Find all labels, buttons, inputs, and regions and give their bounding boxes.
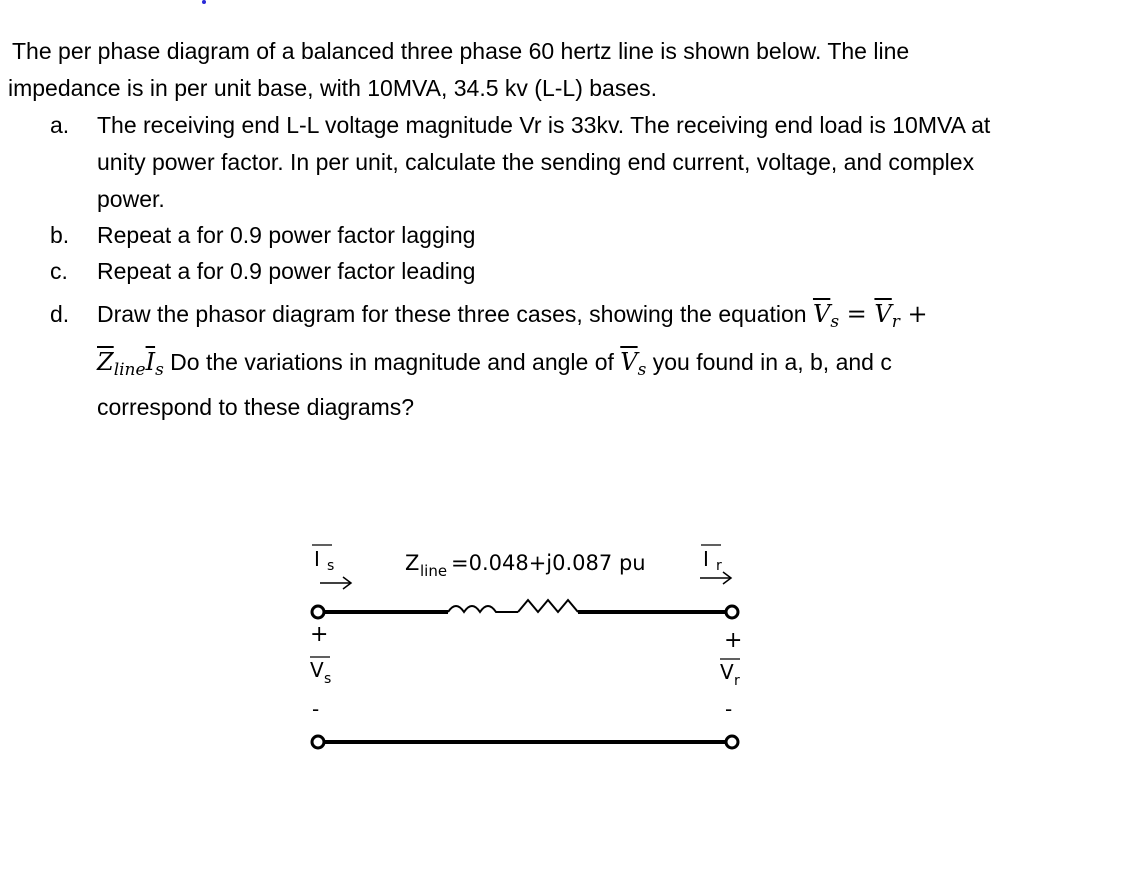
- svg-text:line: line: [420, 562, 448, 580]
- receiving-current-label: [701, 545, 722, 574]
- line-impedance-label: [405, 551, 646, 580]
- top-conductor: [324, 600, 726, 612]
- intro-line-1: The per phase diagram of a balanced three phase 60 hertz line is shown below. The line: [12, 38, 910, 64]
- question-c-text: Repeat a for 0.9 power factor leading: [97, 258, 476, 284]
- inline-vs: $\overline{V}_s$: [620, 348, 647, 380]
- svg-text:r: r: [716, 558, 722, 574]
- question-d-line-2-text: Do the variations in magnitude and angle of: [163, 349, 621, 375]
- question-d-letter: d.: [50, 301, 70, 327]
- question-d-line-2-tail: you found in a, b, and c: [646, 349, 892, 375]
- terminal-sending-top: [312, 606, 324, 618]
- vs-plus-sign: +: [310, 622, 329, 647]
- equation-vr: $\overline{V}_r$: [874, 300, 900, 332]
- svg-text:V: V: [720, 660, 734, 684]
- question-a-letter: a.: [50, 112, 70, 138]
- equation-plus: +: [899, 300, 928, 328]
- question-a-line-2: unity power factor. In per unit, calculate the sending end current, voltage, and complex: [97, 149, 975, 175]
- receiving-voltage-label: [720, 659, 740, 689]
- equation-zline: $\overline{Z}_{line}$: [97, 348, 146, 380]
- svg-text:Z: Z: [405, 551, 420, 575]
- vr-minus-sign: -: [725, 697, 733, 721]
- question-b-letter: b.: [50, 222, 70, 248]
- sending-voltage-label: [310, 657, 331, 687]
- terminal-sending-bottom: [312, 736, 324, 748]
- question-a-line-1: The receiving end L-L voltage magnitude Vr is 33kv. The receiving end load is 10MVA at: [97, 112, 991, 138]
- svg-text:s: s: [327, 558, 335, 574]
- intro-line-2: impedance is in per unit base, with 10MVA, 34.5 kv (L-L) bases.: [8, 75, 658, 101]
- question-d-line-3: correspond to these diagrams?: [97, 394, 415, 420]
- equation-equals: =: [839, 300, 875, 328]
- vr-plus-sign: +: [724, 628, 743, 653]
- svg-text:I: I: [314, 547, 320, 571]
- svg-text:s: s: [324, 671, 332, 687]
- resistor-symbol: [518, 600, 578, 612]
- svg-text:I: I: [703, 547, 709, 571]
- vs-minus-sign: -: [312, 697, 320, 721]
- inductor-symbol: [448, 606, 518, 612]
- terminal-receiving-bottom: [726, 736, 738, 748]
- terminal-receiving-top: [726, 606, 738, 618]
- question-b-text: Repeat a for 0.9 power factor lagging: [97, 222, 476, 248]
- svg-text:=0.048+j0.087 pu: =0.048+j0.087 pu: [451, 551, 646, 575]
- svg-text:V: V: [310, 658, 324, 682]
- equation-is: $\overline{I}_s$: [145, 348, 164, 380]
- sending-current-label: [312, 545, 334, 574]
- question-c-letter: c.: [50, 258, 68, 284]
- equation-vs: $\overline{V}_s$: [812, 300, 840, 332]
- svg-text:r: r: [734, 673, 740, 689]
- question-a-line-3: power.: [97, 186, 165, 212]
- sending-current-arrow: [320, 577, 351, 589]
- question-d-line-1-text: Draw the phasor diagram for these three cases, showing the equation: [97, 301, 807, 327]
